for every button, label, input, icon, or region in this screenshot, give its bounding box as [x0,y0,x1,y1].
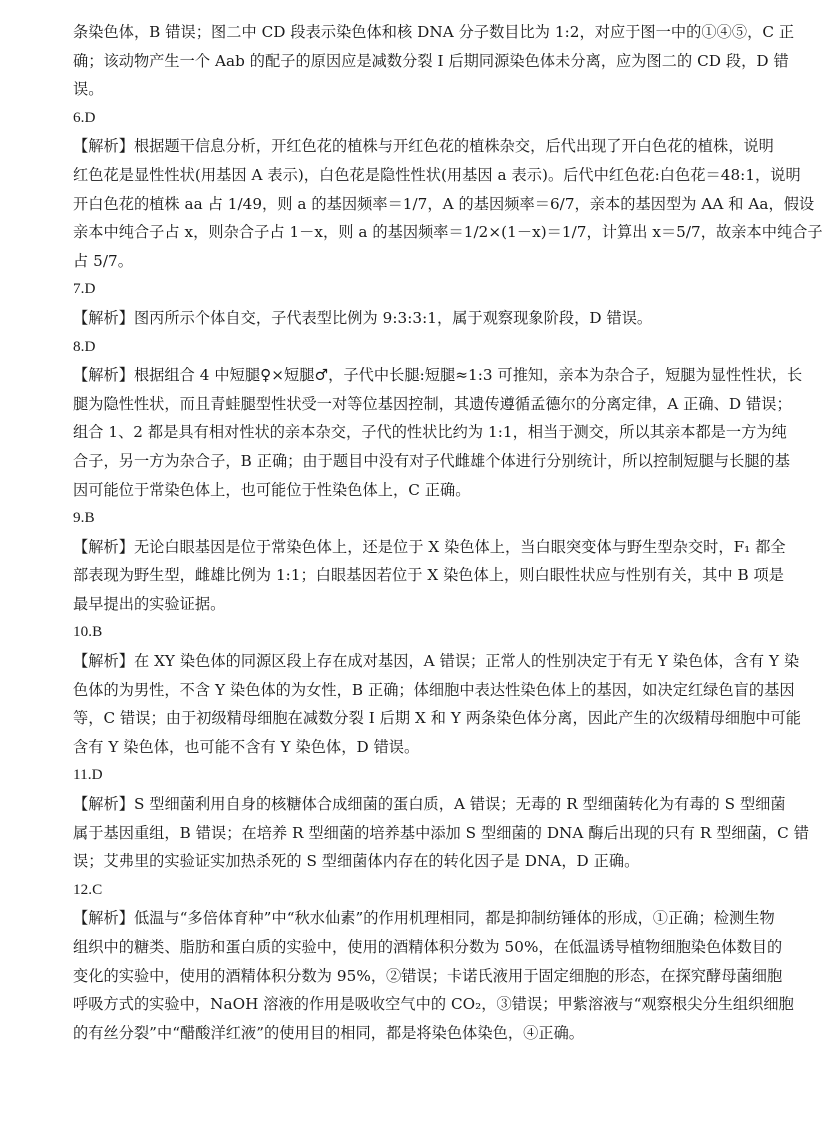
explanation-line: 【解析】S 型细菌利用自身的核糖体合成细菌的蛋白质，A 错误；无毒的 R 型细菌转化为有毒的 S 型细菌 [73,795,786,814]
explanation-line: 组织中的糖类、脂肪和蛋白质的实验中，使用的酒精体积分数为 50%，在低温诱导植物细胞染色体数目的 [73,938,783,956]
question-number: 11.D [73,766,103,784]
explanation-line: 亲本中纯合子占 x，则杂合子占 1－x，则 a 的基因频率＝1/2×(1－x)＝1/7，计算出 x＝5/7，故亲本中纯合子 [73,223,823,242]
explanation-line: 【解析】根据题干信息分析，开红色花的植株与开红色花的植株杂交，后代出现了开白色花的植株，说明 [73,137,774,156]
question-number: 12.C [73,880,103,898]
explanation-line: 部表现为野生型，雌雄比例为 1:1；白眼基因若位于 X 染色体上，则白眼性状应与性别有关，其中 B 项是 [73,566,785,585]
explanation-line: 的有丝分裂”中“醋酸洋红液”的使用目的相同，都是将染色体染色，④正确。 [73,1023,585,1042]
explanation-line: 腿为隐性性状，而且青蛙腿型性状受一对等位基因控制，其遗传遵循孟德尔的分离定律，A 正确、D 错误； [73,394,792,413]
explanation-line: 【解析】低温与“多倍体育种”中“秋水仙素”的作用机理相同，都是抑制纺锤体的形成，①正确；检测生物 [73,909,775,928]
explanation-line: 开白色花的植株 aa 占 1/49，则 a 的基因频率＝1/7，A 的基因频率＝6/7，亲本的基因型为 AA 和 Aa，假设 [73,194,815,213]
explanation-line: 组合 1、2 都是具有相对性状的亲本杂交，子代的性状比约为 1:1，相当于测交，所以其亲本都是一方为纯 [73,423,787,442]
question-number: 10.B [73,623,103,641]
explanation-line: 属于基因重组，B 错误；在培养 R 型细菌的培养基中添加 S 型细菌的 DNA 酶后出现的只有 R 型细菌，C 错 [73,823,809,842]
question-number: 7.D [73,280,96,298]
question-number: 9.B [73,509,95,527]
explanation-line: 【解析】图丙所示个体自交，子代表型比例为 9:3:3:1，属于观察现象阶段，D 错误。 [73,308,653,327]
explanation-line: 因可能位于常染色体上，也可能位于性染色体上，C 正确。 [73,480,471,499]
explanation-line: 色体的为男性，不含 Y 染色体的为女性，B 正确；体细胞中表达性染色体上的基因，如决定红绿色盲的基因 [73,680,795,699]
explanation-line: 误。 [73,80,104,99]
explanation-line: 误；艾弗里的实验证实加热杀死的 S 型细菌体内存在的转化因子是 DNA，D 正确。 [73,852,640,871]
explanation-line: 合子，另一方为杂合子，B 正确；由于题目中没有对子代雌雄个体进行分别统计，所以控制短腿与长腿的基 [73,451,791,470]
explanation-line: 确；该动物产生一个 Aab 的配子的原因应是减数分裂 I 后期同源染色体未分离，应为图二的 CD 段，D 错 [73,51,789,70]
answer-explanation-page [73,18,823,1047]
explanation-line: 【解析】根据组合 4 中短腿♀×短腿♂，子代中长腿:短腿≈1:3 可推知，亲本为杂合子，短腿为显性性状，长 [73,366,803,385]
explanation-line: 呼吸方式的实验中，NaOH 溶液的作用是吸收空气中的 CO₂，③错误；甲紫溶液与“观察根尖分生组织细胞 [73,995,794,1014]
explanation-line: 变化的实验中，使用的酒精体积分数为 95%，②错误；卡诺氏液用于固定细胞的形态，在探究酵母菌细胞 [73,966,783,985]
explanation-line: 【解析】无论白眼基因是位于常染色体上，还是位于 X 染色体上，当白眼突变体与野生型杂交时，F₁ 都全 [73,537,786,556]
explanation-line: 条染色体，B 错误；图二中 CD 段表示染色体和核 DNA 分子数目比为 1:2，对应于图一中的①④⑤，C 正 [73,23,795,41]
explanation-line: 等，C 错误；由于初级精母细胞在减数分裂 I 后期 X 和 Y 两条染色体分离，因此产生的次级精母细胞中可能 [73,709,802,728]
question-number: 6.D [73,108,96,126]
explanation-line: 【解析】在 XY 染色体的同源区段上存在成对基因，A 错误；正常人的性别决定于有无 Y 染色体，含有 Y 染 [73,652,800,671]
explanation-line: 含有 Y 染色体，也可能不含有 Y 染色体，D 错误。 [73,737,420,756]
explanation-line: 占 5/7。 [73,251,133,270]
explanation-line: 最早提出的实验证据。 [73,594,226,613]
explanation-line: 红色花是显性性状(用基因 A 表示)，白色花是隐性性状(用基因 a 表示)。后代中红色花:白色花＝48:1，说明 [73,165,801,184]
question-number: 8.D [73,337,96,355]
